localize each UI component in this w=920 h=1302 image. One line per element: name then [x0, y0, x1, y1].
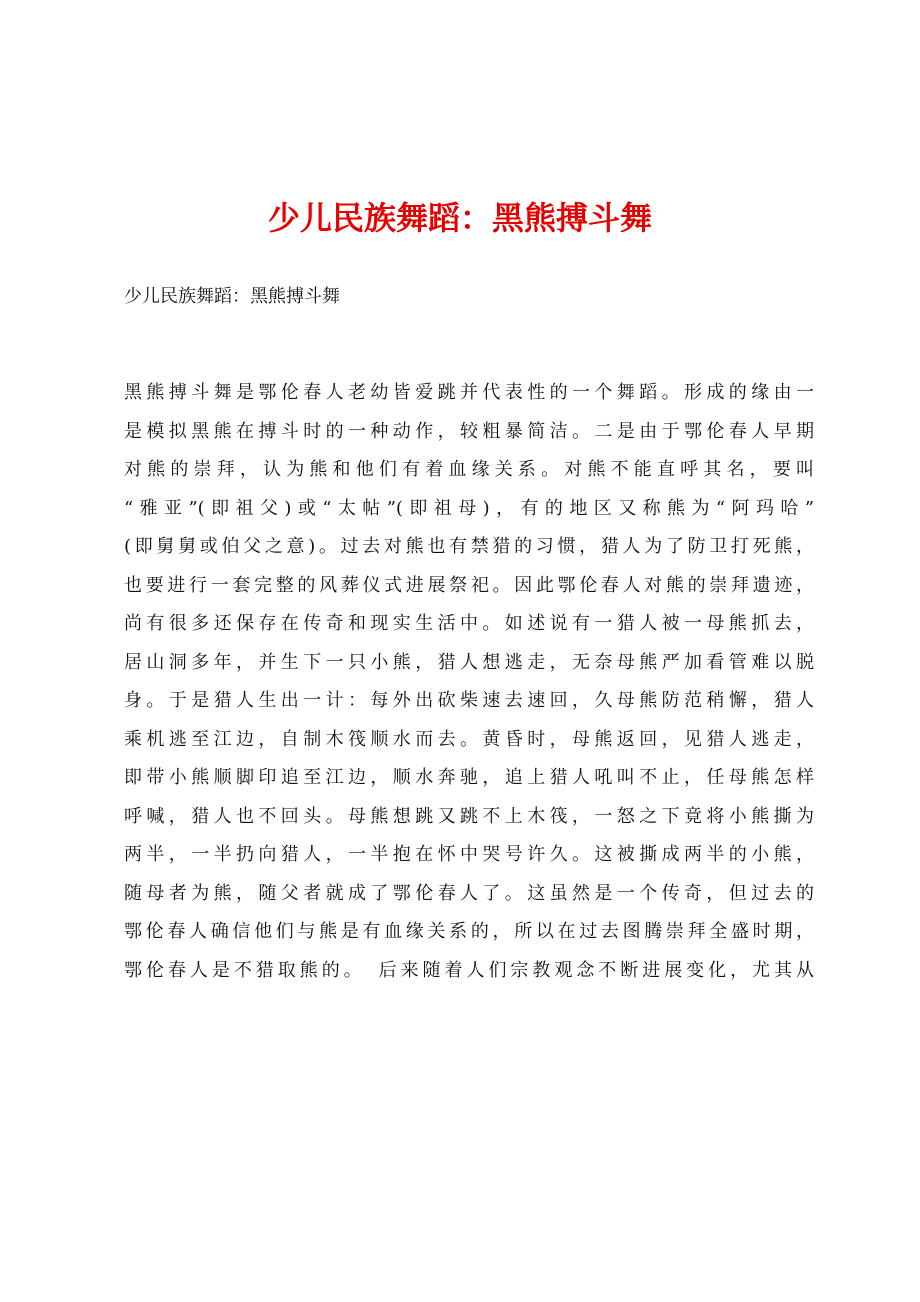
body-line: 鄂伦春人是不猎取熊的。 后来随着人们宗教观念不断进展变化，尤其从 [124, 959, 814, 981]
body-line: 鄂伦春人确信他们与熊是有血缘关系的，所以在过去图腾崇拜全盛时期， [124, 921, 814, 942]
body-line: 居山洞多年，并生下一只小熊，猎人想逃走，无奈母熊严加看管难以脱 [124, 651, 814, 673]
body-line: 尚有很多还保存在传奇和现实生活中。如述说有一猎人被一母熊抓去， [124, 613, 814, 634]
body-line: “雅亚”(即祖父)或“太帖”(即祖母)，有的地区又称熊为“阿玛哈” [124, 497, 814, 519]
body-line: 黑熊搏斗舞是鄂伦春人老幼皆爱跳并代表性的一个舞蹈。形成的缘由一 [124, 382, 814, 403]
body-line: 呼喊，猎人也不回头。母熊想跳又跳不上木筏，一怒之下竟将小熊撕为 [124, 805, 814, 827]
body-line: 乘机逃至江边，自制木筏顺水而去。黄昏时，母熊返回，见猎人逃走， [124, 728, 814, 750]
body-line: 身。于是猎人生出一计：每外出砍柴速去速回，久母熊防范稍懈，猎人 [124, 690, 814, 711]
body-line: 随母者为熊，随父者就成了鄂伦春人了。这虽然是一个传奇，但过去的 [124, 882, 814, 904]
body-paragraph [124, 374, 814, 990]
document-title: 少儿民族舞蹈：黑熊搏斗舞 [267, 199, 652, 237]
body-line: 两半，一半扔向猎人，一半抱在怀中哭号许久。这被撕成两半的小熊， [124, 844, 814, 865]
body-line: 也要进行一套完整的风葬仪式进展祭祀。因此鄂伦春人对熊的崇拜遗迹， [124, 574, 814, 596]
body-line: 是模拟黑熊在搏斗时的一种动作，较粗暴简洁。二是由于鄂伦春人早期 [124, 420, 814, 442]
body-line: 对熊的崇拜，认为熊和他们有着血缘关系。对熊不能直呼其名，要叫 [124, 459, 814, 480]
body-line: 即带小熊顺脚印追至江边，顺水奔驰，追上猎人吼叫不止，任母熊怎样 [124, 767, 814, 788]
document-subtitle: 少儿民族舞蹈：黑熊搏斗舞 [124, 286, 340, 307]
body-line: (即舅舅或伯父之意)。过去对熊也有禁猎的习惯，猎人为了防卫打死熊， [124, 536, 814, 557]
